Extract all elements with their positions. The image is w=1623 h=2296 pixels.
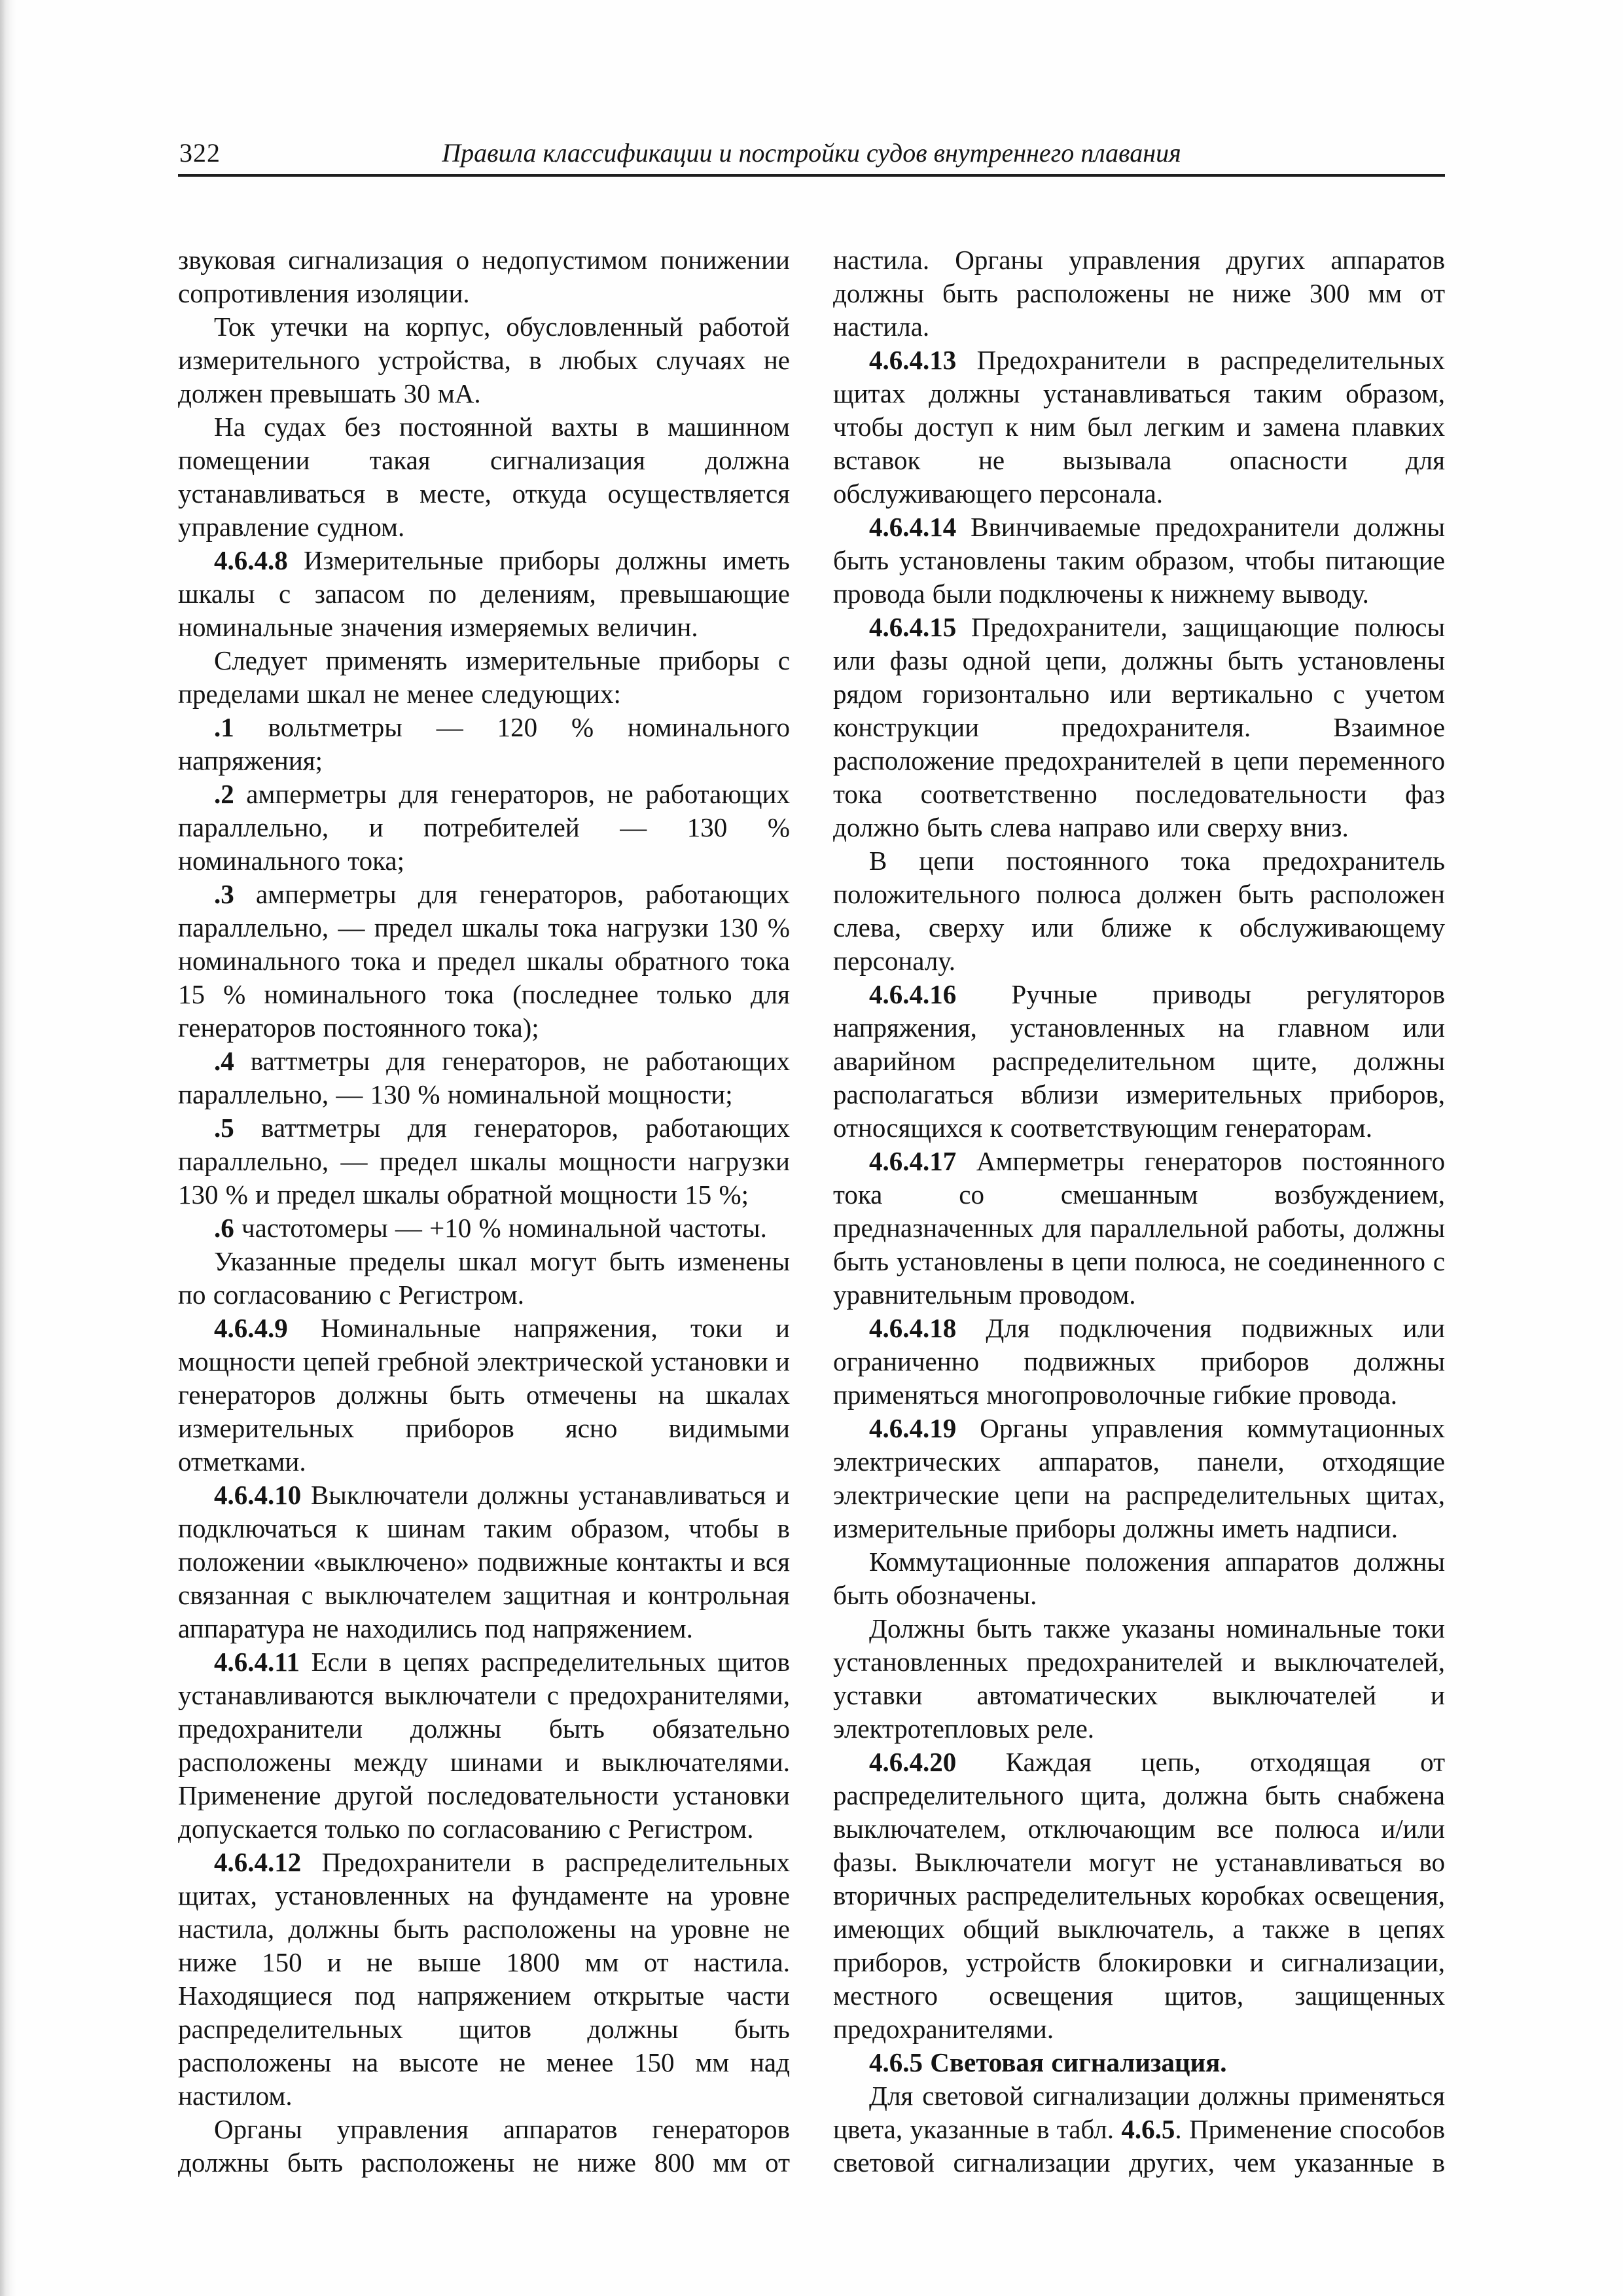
paragraph-text: ваттметры для генераторов, работающих параллельно, — предел шкалы мощности нагрузки 130 % и предел шкалы обратной мощности 15 %; — [178, 1113, 790, 1210]
clause-number: 4.6.4.17 — [869, 1146, 957, 1176]
right-column — [833, 243, 1445, 2198]
paragraph — [833, 511, 1445, 611]
scan-edge-shadow — [0, 0, 17, 2296]
paragraph — [178, 410, 790, 544]
paragraph-text: Номинальные напряжения, токи и мощности цепей гребной электрической установки и генераторов должны быть отмечены на шкалах измерительных приборов ясно видимыми отметками. — [178, 1313, 790, 1477]
paragraph — [833, 1746, 1445, 2046]
clause-number: 4.6.5 Световая сигнализация. — [869, 2047, 1227, 2077]
paragraph-text: Органы управления коммутационных электрических аппаратов, панели, отходящие электрические цепи на распределительных щитах, измерительные приборы должны иметь надписи. — [833, 1413, 1445, 1543]
clause-number: .1 — [214, 712, 234, 742]
paragraph — [178, 711, 790, 778]
paragraph — [178, 310, 790, 410]
paragraph — [833, 1312, 1445, 1412]
paragraph-text: Выключатели должны устанавливаться и подключаться к шинам таким образом, чтобы в положении «выключено» подвижные контакты и вся связанная с выключателем защитная и контрольная аппаратура не находились под напряжением. — [178, 1480, 790, 1643]
paragraph — [178, 243, 790, 310]
paragraph — [178, 1245, 790, 1312]
paragraph — [833, 1612, 1445, 1746]
paragraph — [178, 878, 790, 1045]
clause-number: 4.6.5 — [1121, 2114, 1175, 2144]
paragraph — [833, 611, 1445, 844]
clause-number: 4.6.4.13 — [869, 345, 957, 375]
clause-number: 4.6.4.14 — [869, 512, 957, 542]
clause-number: 4.6.4.20 — [869, 1747, 957, 1777]
paragraph-text: Предохранители в распределительных щитах, установленных на фундаменте на уровне настила, должны быть расположены на уровне не ниже 150 и не выше 1800 мм от настила. Находящиеся под напряжением открытые части распределительных щитов должны быть расположены на высоте не менее 150 мм над настилом. — [178, 1847, 790, 2111]
clause-number: 4.6.4.11 — [214, 1647, 300, 1677]
paragraph-text: частотомеры — +10 % номинальной частоты. — [234, 1213, 767, 1243]
paragraph-text: Для световой сигнализации должны применяться цвета, указанные в табл. — [833, 2081, 1445, 2144]
paragraph — [178, 1645, 790, 1846]
paragraph — [178, 2113, 790, 2179]
paragraph-text: Амперметры генераторов постоянного тока со смешанным возбуждением, предназначенных для параллельной работы, должны быть установлены в цепи полюса, не соединенного с уравнительным проводом. — [833, 1146, 1445, 1310]
paragraph-text: Если в цепях распределительных щитов устанавливаются выключатели с предохранителями, предохранители должны быть обязательно расположены между шинами и выключателями. Применение другой последовательности установки допускается только по согласованию с Регистром. — [178, 1647, 790, 1844]
paragraph-text: вольтметры — 120 % номинального напряжения; — [178, 712, 790, 776]
paragraph-text: Предохранители, защищающие полюсы или фазы одной цепи, должны быть установлены рядом горизонтально или вертикально с учетом конструкции предохранителя. Взаимное расположение предохранителей в цепи переменного тока соответственно последовательности фаз должно быть слева направо или сверху вниз. — [833, 612, 1445, 842]
paragraph — [178, 1045, 790, 1111]
paragraph — [833, 1412, 1445, 1545]
paragraph-text: Каждая цепь, отходящая от распределительного щита, должна быть снабжена выключателем, отключающим все полюса и/или фазы. Выключатели могут не устанавливаться во вторичных распределительных коробках освещения, имеющих общий выключатель, а также в цепях приборов, устройств блокировки и сигнализации, местного освещения щитов, защищенных предохранителями. — [833, 1747, 1445, 2044]
paragraph — [178, 1312, 790, 1479]
page-body — [178, 243, 1445, 2198]
paragraph-text: Следует применять измерительные приборы с пределами шкал не менее следующих: — [178, 645, 790, 709]
paragraph — [833, 1545, 1445, 1612]
page-header — [178, 137, 1445, 177]
clause-number: 4.6.4.8 — [214, 545, 288, 575]
page-number: 322 — [179, 138, 221, 168]
paragraph — [178, 644, 790, 711]
paragraph-text: настила. Органы управления других аппаратов должны быть расположены не ниже 300 мм от настила. — [833, 245, 1445, 342]
paragraph — [178, 1846, 790, 2113]
clause-number: 4.6.4.10 — [214, 1480, 302, 1510]
clause-number: .2 — [214, 779, 234, 809]
paragraph-text: звуковая сигнализация о недопустимом понижении сопротивления изоляции. — [178, 245, 790, 308]
paragraph-text: Указанные пределы шкал могут быть изменены по согласованию с Регистром. — [178, 1246, 790, 1310]
clause-number: .6 — [214, 1213, 234, 1243]
clause-number: 4.6.4.19 — [869, 1413, 957, 1443]
paragraph-text: Измерительные приборы должны иметь шкалы с запасом по делениям, превышающие номинальные значения измеряемых величин. — [178, 545, 790, 642]
paragraph — [833, 844, 1445, 978]
paragraph — [833, 978, 1445, 1145]
paragraph-text: Коммутационные положения аппаратов должны быть обозначены. — [833, 1547, 1445, 1610]
clause-number: .3 — [214, 879, 234, 909]
clause-number: 4.6.4.12 — [214, 1847, 302, 1877]
paragraph-text: Предохранители в распределительных щитах должны устанавливаться таким образом, чтобы доступ к ним был легким и замена плавких вставок не вызывала опасности для обслуживающего персонала. — [833, 345, 1445, 509]
paragraph-text: Органы управления аппаратов генераторов должны быть расположены не ниже 800 мм от — [178, 2114, 790, 2178]
paragraph-text: ваттметры для генераторов, не работающих параллельно, — 130 % номинальной мощности; — [178, 1046, 790, 1109]
paragraph-text: На судах без постоянной вахты в машинном помещении такая сигнализация должна устанавливаться в месте, откуда осуществляется управление судном. — [178, 412, 790, 542]
paragraph — [833, 2046, 1445, 2079]
clause-number: .5 — [214, 1113, 234, 1143]
paragraph — [833, 2079, 1445, 2179]
paragraph-text: В цепи постоянного тока предохранитель положительного полюса должен быть расположен слева, сверху или ближе к обслуживающему персоналу. — [833, 846, 1445, 976]
paragraph — [178, 544, 790, 644]
paragraph-text: Для подключения подвижных или ограниченно подвижных приборов должны применяться многопроволочные гибкие провода. — [833, 1313, 1445, 1410]
paragraph-text: Ввинчиваемые предохранители должны быть установлены таким образом, чтобы питающие провода были подключены к нижнему выводу. — [833, 512, 1445, 609]
paragraph — [178, 778, 790, 878]
clause-number: 4.6.4.16 — [869, 979, 957, 1009]
paragraph-text: Ток утечки на корпус, обусловленный работой измерительного устройства, в любых случаях не должен превышать 30 мА. — [178, 312, 790, 408]
paragraph-text: Должны быть также указаны номинальные токи установленных предохранителей и выключателей, уставки автоматических выключателей и электротепловых реле. — [833, 1613, 1445, 1744]
paragraph — [178, 1479, 790, 1645]
clause-number: 4.6.4.18 — [869, 1313, 957, 1343]
paragraph-text: . Применение способов световой сигнализации других, чем указанные в — [833, 2114, 1445, 2178]
clause-number: 4.6.4.15 — [869, 612, 957, 642]
clause-number: .4 — [214, 1046, 234, 1076]
paragraph — [178, 1211, 790, 1245]
clause-number: 4.6.4.9 — [214, 1313, 288, 1343]
paragraph-text: амперметры для генераторов, не работающих параллельно, и потребителей — 130 % номинального тока; — [178, 779, 790, 876]
left-column — [178, 243, 790, 2198]
running-title: Правила классификации и постройки судов внутреннего плавания — [442, 138, 1181, 168]
paragraph — [178, 1111, 790, 1211]
paragraph-text: амперметры для генераторов, работающих параллельно, — предел шкалы тока нагрузки 130 % номинального тока и предел шкалы обратного тока 15 % номинального тока (последнее только для генераторов постоянного тока); — [178, 879, 790, 1043]
paragraph-text: Ручные приводы регуляторов напряжения, установленных на главном или аварийном распределительном щите, должны располагаться вблизи измерительных приборов, относящихся к соответствующим генераторам. — [833, 979, 1445, 1143]
paragraph — [833, 344, 1445, 511]
paragraph — [833, 1145, 1445, 1312]
paragraph — [833, 243, 1445, 344]
